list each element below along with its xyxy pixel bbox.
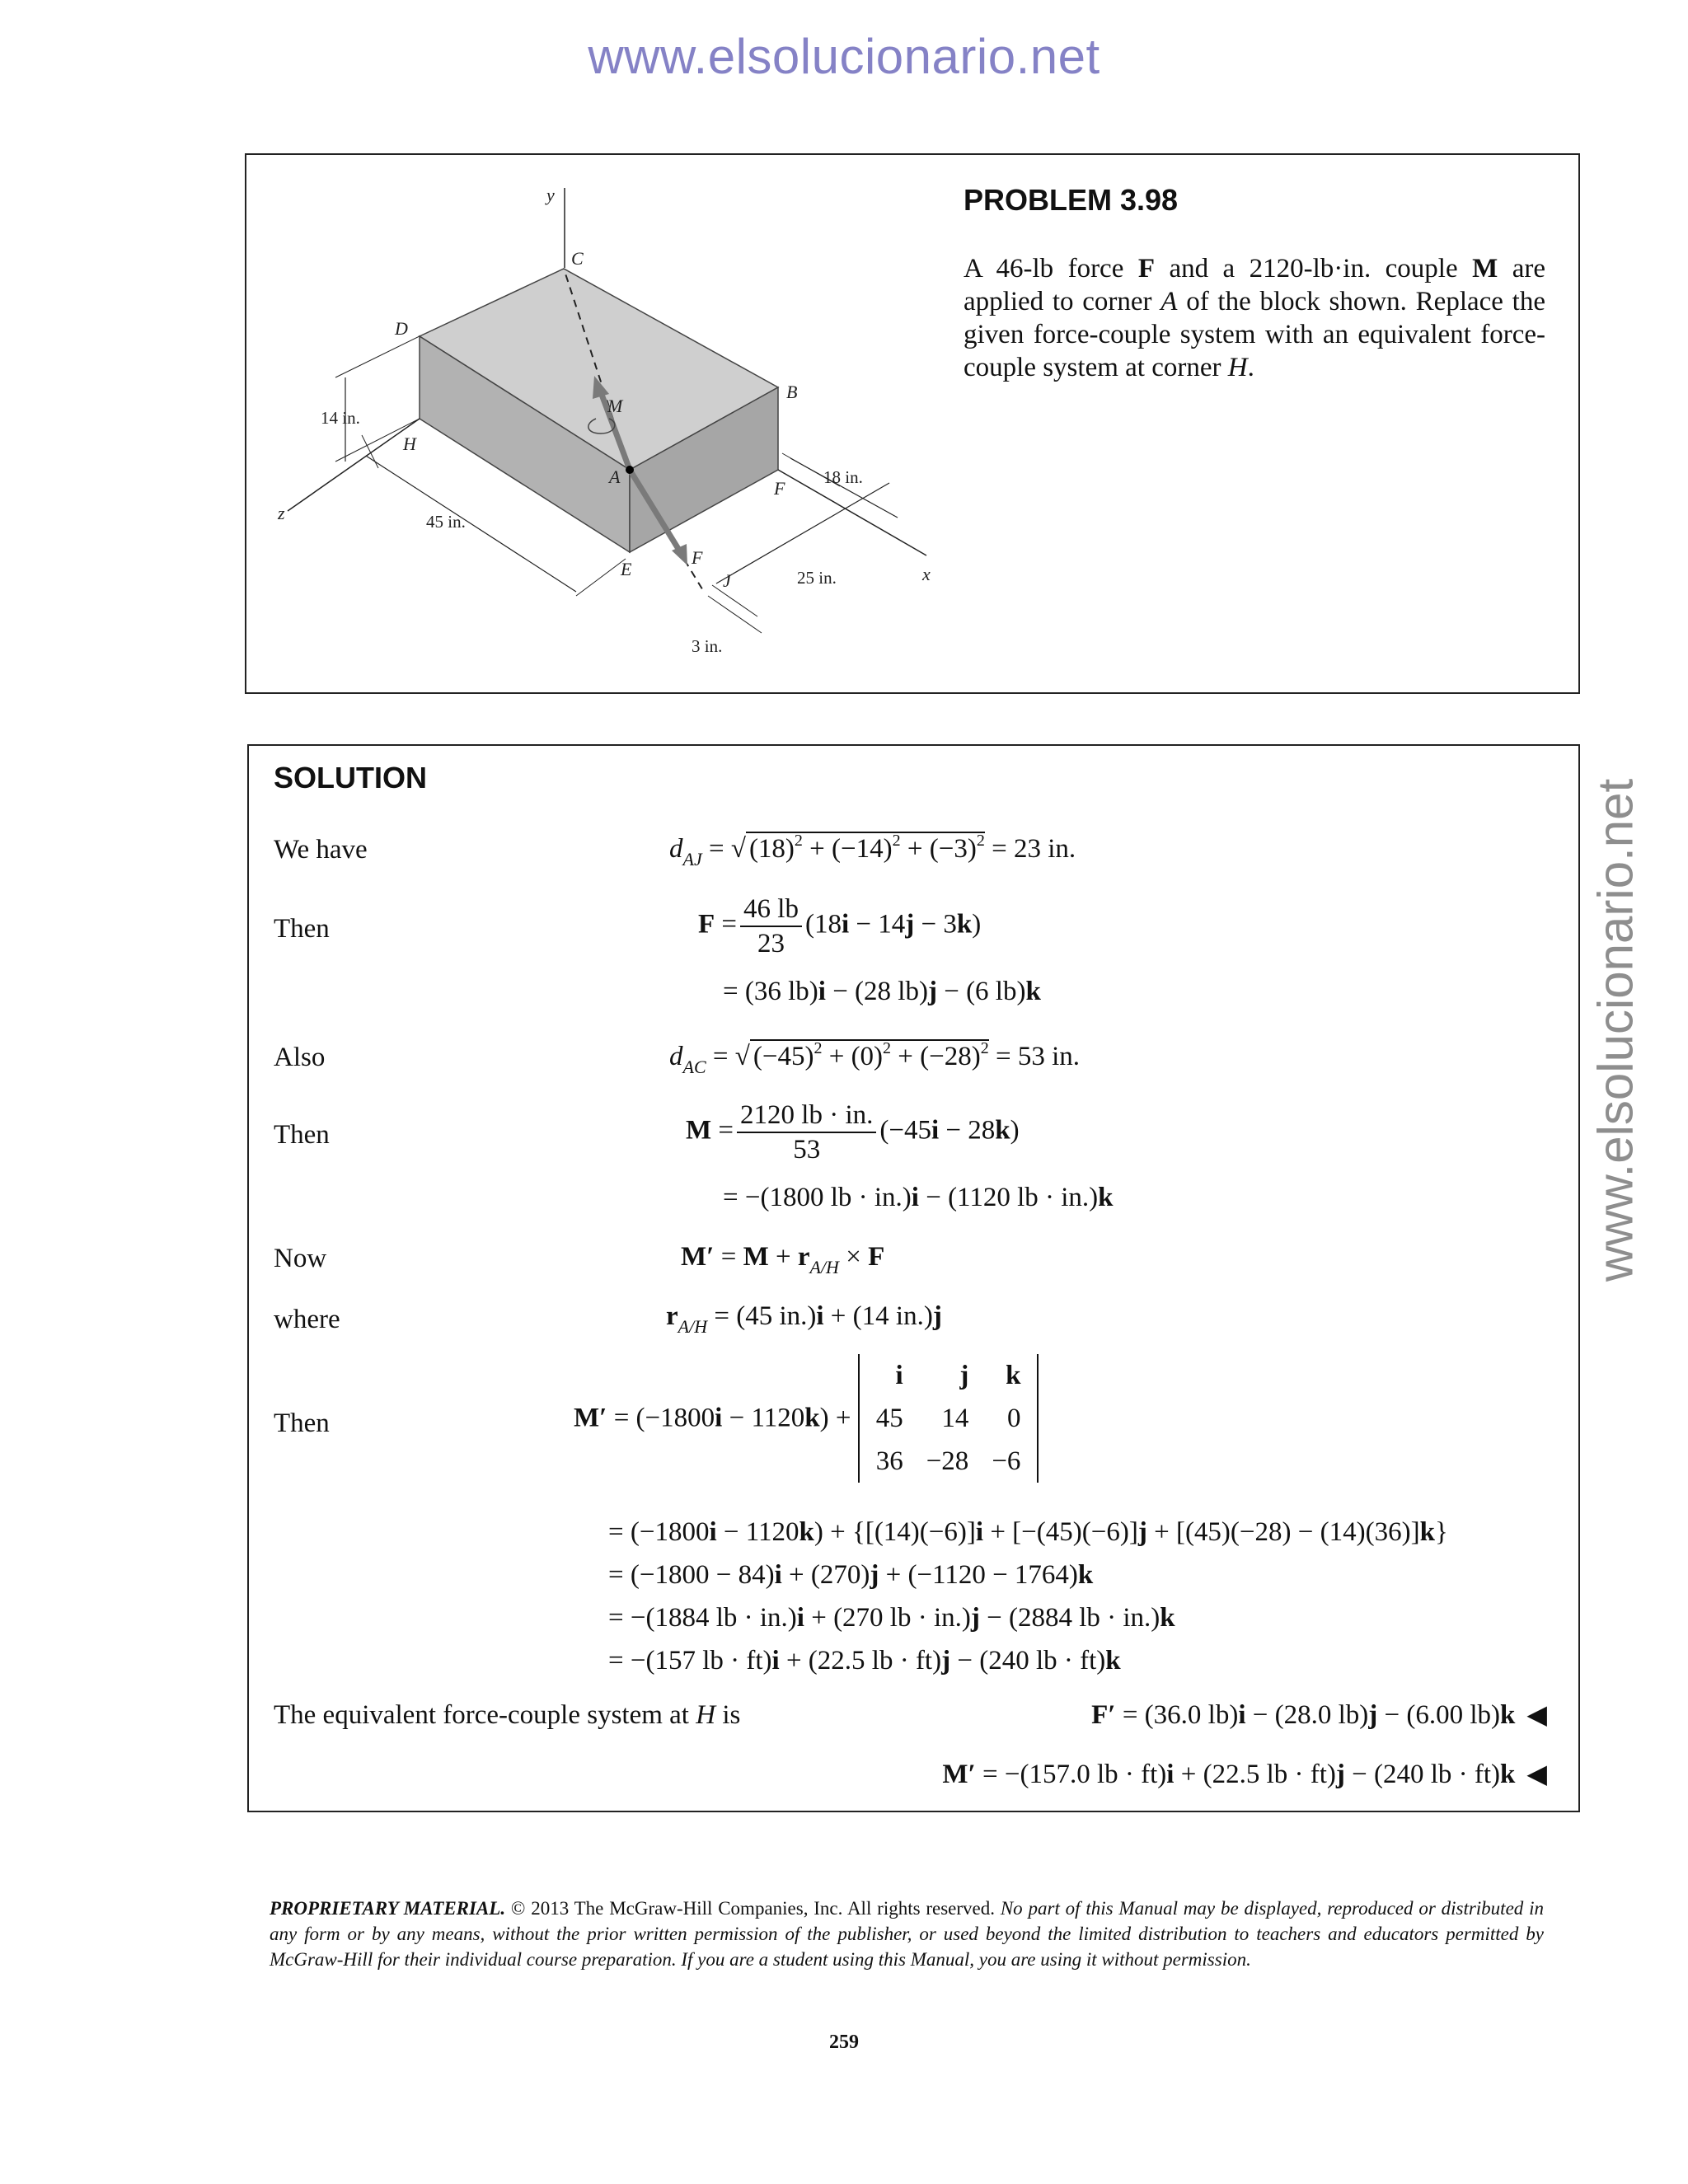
eq-M-prime-definition: $M' = M + r_{A/H} \times F$	[681, 1242, 885, 1277]
label-D: D	[395, 318, 408, 339]
dim-18in: 18 in.	[823, 467, 863, 487]
eq-F-components: = (36 lb)i − (28 lb)j − (6 lb)k	[723, 977, 1041, 1006]
block-figure	[263, 171, 939, 666]
block-diagram	[263, 171, 939, 666]
cross-product-determinant: i j k 45 14 0 36 −28 −6	[858, 1354, 1039, 1483]
label-now: Now	[274, 1244, 327, 1273]
problem-statement: A 46-lb force F and a 2120-lb·in. couple M are applied to corner A of the block shown. Replace the given force-couple system with an equivalent force-couple system at corner H.	[964, 254, 1545, 382]
answer-M-prime: M′ = −(157.0 lb · ft)i + (22.5 lb · ft)j − (240 lb · ft)k ◀	[942, 1759, 1547, 1789]
eq-r-AH: $r_{A/H} = (45$ in.)i + (14 in.)j	[666, 1301, 942, 1337]
label-E: E	[621, 559, 632, 579]
eq-M-components: = −(1800 lb · in.)i − (1120 lb · in.)k	[723, 1183, 1114, 1212]
answer-marker-icon: ◀	[1526, 1759, 1547, 1788]
label-B: B	[786, 382, 798, 402]
point-A-dot	[626, 466, 634, 474]
label-F-corner: F	[774, 478, 785, 499]
solution-title: SOLUTION	[274, 761, 427, 794]
eq-step-2: = (−1800 − 84)i + (270)j + (−1120 − 1764)k	[608, 1560, 1094, 1590]
eq-determinant: M′ = (−1800i − 1120k) + i j k 45 14 0 36 −28 −6	[574, 1354, 1039, 1483]
z-axis	[288, 419, 420, 511]
answer-F-prime: F′ = (36.0 lb)i − (28.0 lb)j − (6.00 lb)k ◀	[1091, 1699, 1547, 1730]
copyright-footer: PROPRIETARY MATERIAL. © 2013 The McGraw-Hill Companies, Inc. All rights reserved. No part of this Manual may be displayed, reproduced or distributed in any form or by any means, without the prior written permission of the publisher, or used beyond the limited distribution to teachers and educators permitted by McGraw-Hill for their individual course preparation. If you are a student using this Manual, you are using it without permission.	[270, 1898, 1544, 1970]
watermark-top: www.elsolucionario.net	[588, 29, 1100, 84]
watermark-side-text: www.elsolucionario.net	[1587, 778, 1643, 1282]
label-then-3: Then	[274, 1408, 330, 1438]
label-where: where	[274, 1305, 340, 1334]
label-A: A	[609, 466, 621, 487]
eq-d-AJ: $d_{AJ}$ = √ $(18)^2 + (-14)^2 + (-3)^2 = 23$ in.	[669, 832, 1076, 869]
dim-14in: 14 in.	[321, 408, 360, 428]
page-number: 259	[829, 2032, 859, 2053]
answer-marker-icon: ◀	[1526, 1699, 1547, 1729]
label-x: x	[922, 564, 931, 584]
eq-F: F = $\frac{46 lb}{23}$ (18i − 14j − 3k)	[698, 894, 982, 958]
label-also: Also	[274, 1043, 326, 1072]
problem-title: PROBLEM 3.98	[964, 183, 1179, 217]
eq-step-4: = −(157 lb · ft)i + (22.5 lb · ft)j − (240 lb · ft)k	[608, 1646, 1121, 1675]
label-then-2: Then	[274, 1120, 330, 1150]
eq-step-1: = (−1800i − 1120k) + {[(14)(−6)]i + [−(45)(−6)]j + [(45)(−28) − (14)(36)]k}	[608, 1517, 1448, 1547]
label-H: H	[403, 434, 416, 454]
dim-25in: 25 in.	[797, 568, 837, 588]
label-equivalent-system: The equivalent force-couple system at H is	[274, 1700, 741, 1730]
label-then-1: Then	[274, 914, 330, 944]
label-J: J	[723, 570, 731, 591]
label-C: C	[571, 248, 584, 269]
eq-M: M = $\frac{2120 lb \cdot in.}{53}$ (−45i − 28k)	[686, 1100, 1020, 1165]
label-F-force: F	[692, 547, 703, 568]
eq-step-3: = −(1884 lb · in.)i + (270 lb · in.)j − (2884 lb · in.)k	[608, 1603, 1175, 1633]
label-we-have: We have	[274, 835, 368, 865]
solution-box	[247, 744, 1580, 1812]
dim-45in: 45 in.	[426, 512, 466, 532]
dim-3in: 3 in.	[692, 636, 723, 656]
label-y: y	[546, 185, 555, 205]
eq-d-AC: $d_{AC}$ = √ $(-45)^2 + (0)^2 + (-28)^2 = 53$ in.	[669, 1039, 1081, 1077]
label-z: z	[278, 503, 285, 523]
label-M: M	[607, 396, 623, 416]
problem-box	[245, 153, 1580, 694]
